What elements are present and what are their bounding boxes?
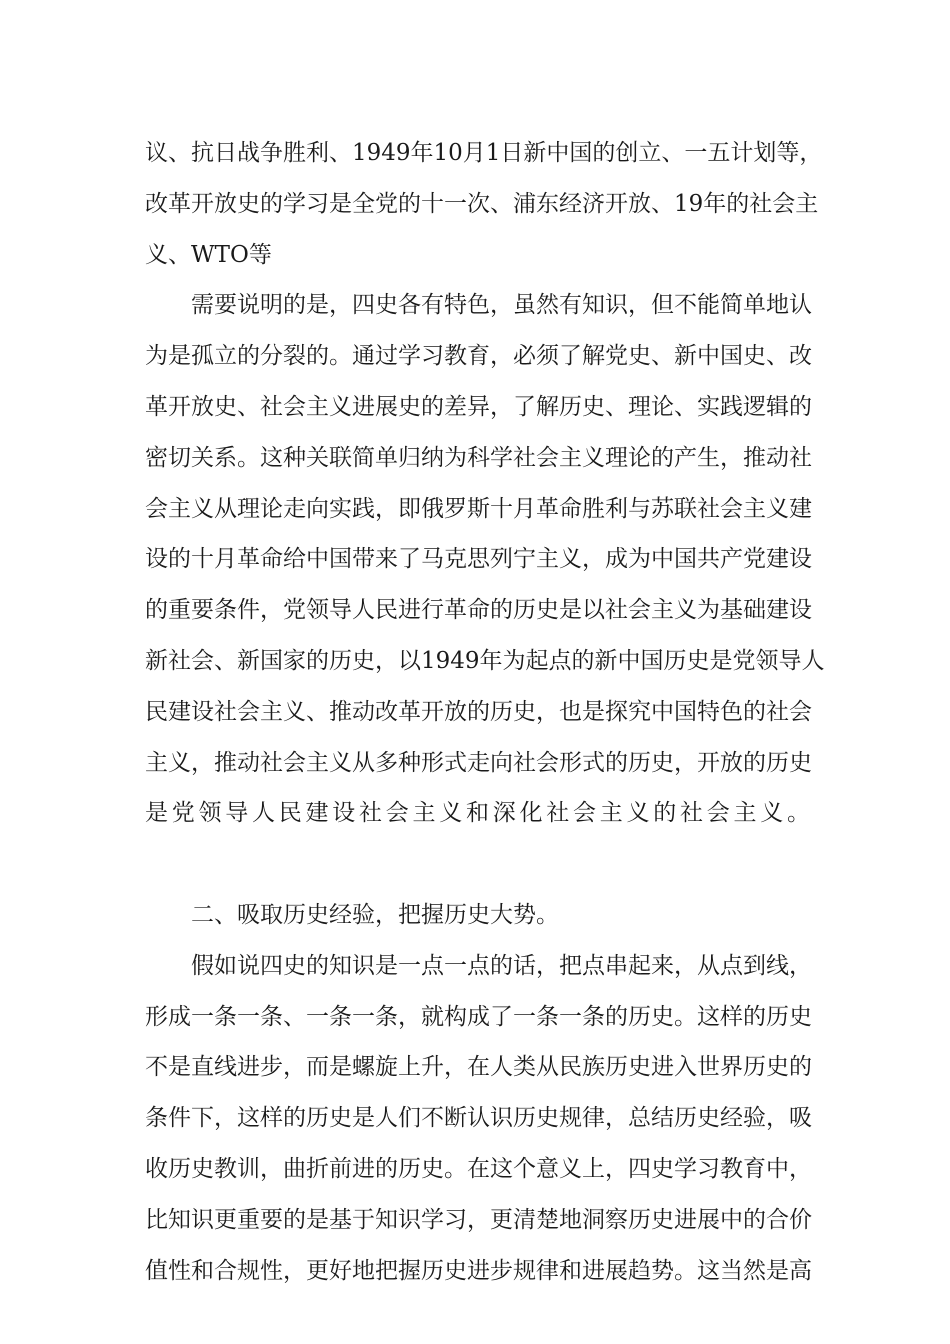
heading-line: 二、吸取历史经验，把握历史大势。 [191, 901, 559, 928]
text-line: 义、WTO等 [145, 241, 272, 268]
text-line: 假如说四史的知识是一点一点的话，把点串起来，从点到线， [191, 952, 812, 979]
text-line: 比知识更重要的是基于知识学习，更清楚地洞察历史进展中的合价 [145, 1206, 812, 1233]
text-line: 设的十月革命给中国带来了马克思列宁主义，成为中国共产党建设 [145, 546, 812, 573]
text-line: 革开放史、社会主义进展史的差异，了解历史、理论、实践逻辑的 [145, 393, 812, 420]
text-line: 密切关系。这种关联简单归纳为科学社会主义理论的产生，推动社 [145, 444, 812, 471]
text-line: 是党领导人民建设社会主义和深化社会主义的社会主义。 [145, 800, 810, 827]
text-line: 条件下，这样的历史是人们不断认识历史规律，总结历史经验，吸 [145, 1105, 812, 1132]
paragraph [145, 280, 825, 890]
text-line: 会主义从理论走向实践，即俄罗斯十月革命胜利与苏联社会主义建 [145, 495, 812, 522]
paragraph [145, 128, 823, 280]
text-line [145, 839, 810, 890]
text-line: 主义，推动社会主义从多种形式走向社会形式的历史，开放的历史 [145, 749, 812, 776]
text-line: 收历史教训，曲折前进的历史。在这个意义上，四史学习教育中， [145, 1155, 812, 1182]
text-line: 改革开放史的学习是全党的十一次、浦东经济开放、19年的社会主 [145, 190, 819, 217]
body-text [145, 128, 825, 1296]
text-line: 需要说明的是，四史各有特色，虽然有知识，但不能简单地认 [191, 292, 812, 319]
text-line: 的重要条件，党领导人民进行革命的历史是以社会主义为基础建设 [145, 597, 812, 624]
text-line: 议、抗日战争胜利、1949年10月1日新中国的创立、一五计划等， [145, 140, 823, 166]
text-line: 新社会、新国家的历史，以1949年为起点的新中国历史是党领导人 [145, 647, 825, 674]
text-line: 形成一条一条、一条一条，就构成了一条一条的历史。这样的历史 [145, 1003, 812, 1030]
text-line: 不是直线进步，而是螺旋上升，在人类从民族历史进入世界历史的 [145, 1054, 812, 1081]
text-line: 民建设社会主义、推动改革开放的历史，也是探究中国特色的社会 [145, 698, 812, 725]
text-line: 值性和合规性，更好地把握历史进步规律和进展趋势。这当然是高 [145, 1257, 812, 1284]
section-heading [145, 890, 810, 941]
paragraph [145, 941, 810, 1297]
text-line: 为是孤立的分裂的。通过学习教育，必须了解党史、新中国史、改 [145, 343, 812, 370]
